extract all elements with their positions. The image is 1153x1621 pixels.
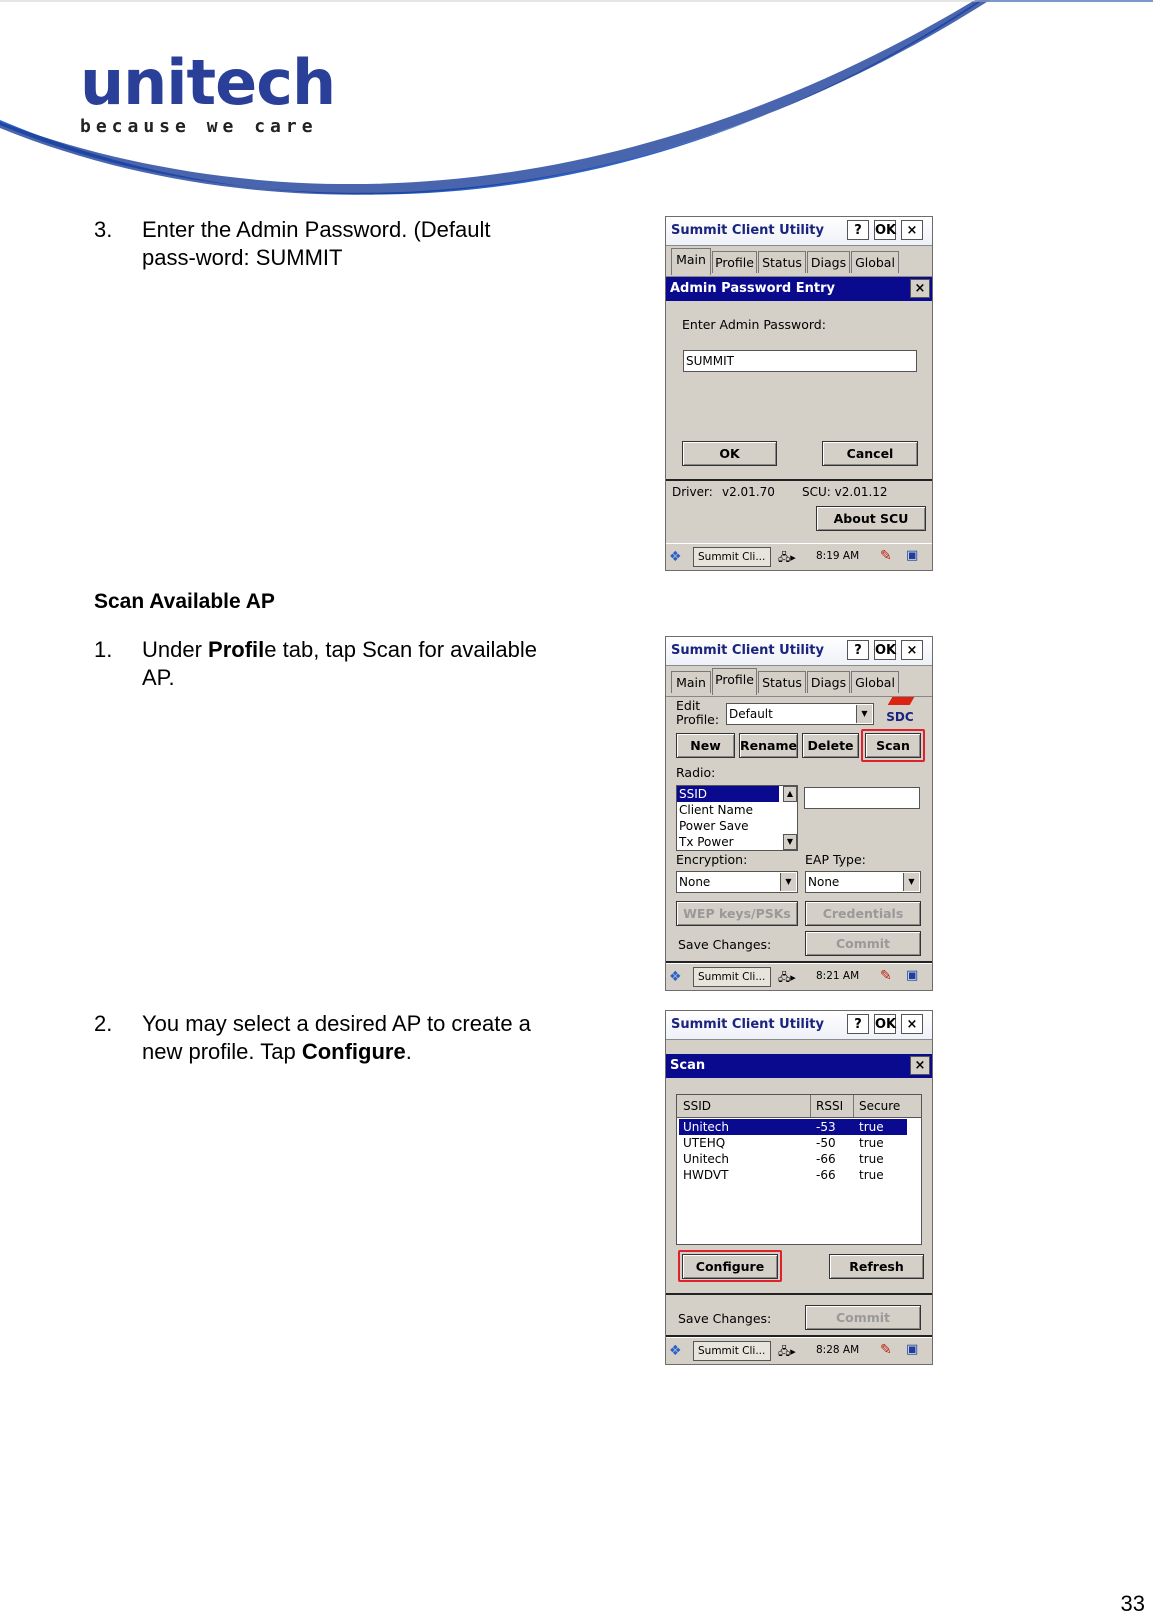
clock: 8:21 AM [816,970,860,982]
close-icon[interactable]: × [910,1056,930,1075]
save-changes-label: Save Changes: [678,937,772,952]
dialog-title: Scan [670,1058,706,1073]
rename-button[interactable]: Rename [739,733,798,758]
input-panel-icon[interactable]: ✎ [880,1342,892,1358]
divider [666,479,932,481]
app-titlebar [666,1011,932,1040]
table-row[interactable]: HWDVT -66 true [683,1168,884,1182]
scroll-down-icon[interactable]: ▼ [783,834,797,850]
step-3 [94,216,594,276]
app-title: Summit Client Utility [671,223,824,238]
scroll-up-icon[interactable]: ▲ [783,786,797,802]
dialog-titlebar [666,1054,932,1078]
dialog-titlebar [666,277,932,301]
network-tray-icon[interactable]: 🖧▸ [778,971,796,984]
app-title: Summit Client Utility [671,1017,824,1032]
ok-button[interactable]: OK [874,220,896,240]
logo-brand: unitech [80,46,336,119]
sdc-logo: SDC [886,710,914,724]
scan-results-list[interactable] [676,1094,922,1245]
close-icon[interactable]: × [901,1014,923,1034]
tab-status[interactable]: Status [758,251,806,273]
desktop-icon[interactable]: ▣ [906,968,919,983]
column-secure[interactable]: Secure [859,1099,901,1113]
section-heading: Scan Available AP [94,590,275,613]
cancel-button[interactable]: Cancel [822,441,918,466]
page-number: 33 [1120,1591,1145,1616]
wep-keys-button[interactable]: WEP keys/PSKs [676,901,798,926]
table-row[interactable]: UTEHQ -50 true [683,1136,884,1150]
clock: 8:19 AM [816,550,860,562]
step-text: . [405,1039,412,1064]
app-titlebar [666,217,932,246]
screenshot-admin-password [665,216,933,571]
app-titlebar [666,637,932,666]
driver-label: Driver: [672,485,713,499]
help-button[interactable]: ? [847,640,869,660]
list-item[interactable]: Tx Power [679,835,734,849]
taskbar-app[interactable]: Summit Cli... [693,547,771,567]
step-text: e tab, tap Scan for available [264,637,538,662]
taskbar-app[interactable]: Summit Cli... [693,967,771,987]
step-bold: Profil [208,637,265,662]
commit-button[interactable]: Commit [805,1305,921,1330]
list-header [677,1095,921,1118]
logo-tagline: because we care [80,116,318,137]
close-icon[interactable]: × [910,279,930,298]
sdc-logo-mark [888,697,915,705]
password-input[interactable]: SUMMIT [683,350,917,372]
tab-main[interactable]: Main [671,248,711,275]
tab-profile[interactable]: Profile [712,251,757,273]
desktop-icon[interactable]: ▣ [906,1342,919,1357]
radio-value-input[interactable] [804,787,920,809]
help-button[interactable]: ? [847,220,869,240]
eap-type-select[interactable]: None ▼ [805,871,921,893]
highlight-box [861,729,925,762]
step-1 [94,636,614,696]
ok-button[interactable]: OK [682,441,777,466]
app-title: Summit Client Utility [671,643,824,658]
input-panel-icon[interactable]: ✎ [880,548,892,564]
clock: 8:28 AM [816,1344,860,1356]
eap-type-label: EAP Type: [805,852,866,867]
scan-button[interactable]: Scan [865,733,921,758]
column-ssid[interactable]: SSID [683,1099,712,1113]
tab-bar [666,666,932,697]
profile-select[interactable]: Default ▼ [726,703,874,725]
list-item[interactable]: SSID [677,786,779,802]
taskbar [666,963,932,990]
tab-global[interactable]: Global [851,671,899,693]
radio-label: Radio: [676,765,716,780]
configure-button[interactable]: Configure [682,1254,778,1279]
close-icon[interactable]: × [901,220,923,240]
table-row[interactable]: Unitech -66 true [683,1152,884,1166]
help-button[interactable]: ? [847,1014,869,1034]
step-text: Under [142,637,209,662]
highlight-box [678,1250,782,1282]
column-rssi[interactable]: RSSI [816,1099,844,1113]
step-bold: Configure [301,1039,406,1064]
step-number: 3. [94,217,113,242]
password-prompt: Enter Admin Password: [682,317,826,332]
tab-bar [666,246,932,277]
tab-diags[interactable]: Diags [807,251,850,273]
step-text-line2: AP. [142,665,175,690]
ok-button[interactable]: OK [874,1014,896,1034]
step-text: new profile. Tap [142,1039,302,1064]
edit-profile-label: Edit Profile: [676,698,720,727]
encryption-label: Encryption: [676,852,748,867]
tab-profile[interactable]: Profile [712,668,757,695]
taskbar-app[interactable]: Summit Cli... [693,1341,771,1361]
network-tray-icon[interactable]: 🖧▸ [778,1345,796,1358]
radio-listbox[interactable] [676,785,798,851]
tab-main[interactable]: Main [671,671,711,693]
credentials-button[interactable]: Credentials [805,901,921,926]
step-2 [94,1010,614,1070]
screenshot-scan-dialog [665,1010,933,1365]
list-item[interactable]: Power Save [679,819,749,833]
taskbar [666,543,932,570]
commit-button[interactable]: Commit [805,931,921,956]
save-changes-label: Save Changes: [678,1311,772,1326]
driver-version: v2.01.70 [722,485,775,499]
dialog-title: Admin Password Entry [670,281,835,296]
scu-version: SCU: v2.01.12 [802,485,888,499]
input-panel-icon[interactable]: ✎ [880,968,892,984]
step-number: 1. [94,637,113,662]
table-row[interactable]: Unitech -53 true [679,1119,907,1135]
step-number: 2. [94,1011,113,1036]
hidden-tabs [666,1040,932,1052]
windows-start-icon[interactable]: ❖ [669,1343,682,1359]
close-icon[interactable]: × [901,640,923,660]
unitech-logo [80,46,336,137]
encryption-select[interactable]: None ▼ [676,871,798,893]
step-text-line1: You may select a desired AP to create a [142,1011,531,1036]
new-button[interactable]: New [676,733,735,758]
divider [666,1293,932,1295]
tab-global[interactable]: Global [851,251,899,273]
refresh-button[interactable]: Refresh [829,1254,924,1279]
list-item[interactable]: Client Name [679,803,753,817]
tab-status[interactable]: Status [758,671,806,693]
taskbar [666,1337,932,1364]
about-scu-button[interactable]: About SCU [816,506,926,531]
delete-button[interactable]: Delete [802,733,859,758]
step-text-line2: pass-word: SUMMIT [142,245,343,270]
windows-start-icon[interactable]: ❖ [669,969,682,985]
windows-start-icon[interactable]: ❖ [669,549,682,565]
network-tray-icon[interactable]: 🖧▸ [778,551,796,564]
screenshot-profile-tab [665,636,933,991]
ok-button[interactable]: OK [874,640,896,660]
tab-diags[interactable]: Diags [807,671,850,693]
desktop-icon[interactable]: ▣ [906,548,919,563]
step-text-line1: Enter the Admin Password. (Default [142,217,491,242]
